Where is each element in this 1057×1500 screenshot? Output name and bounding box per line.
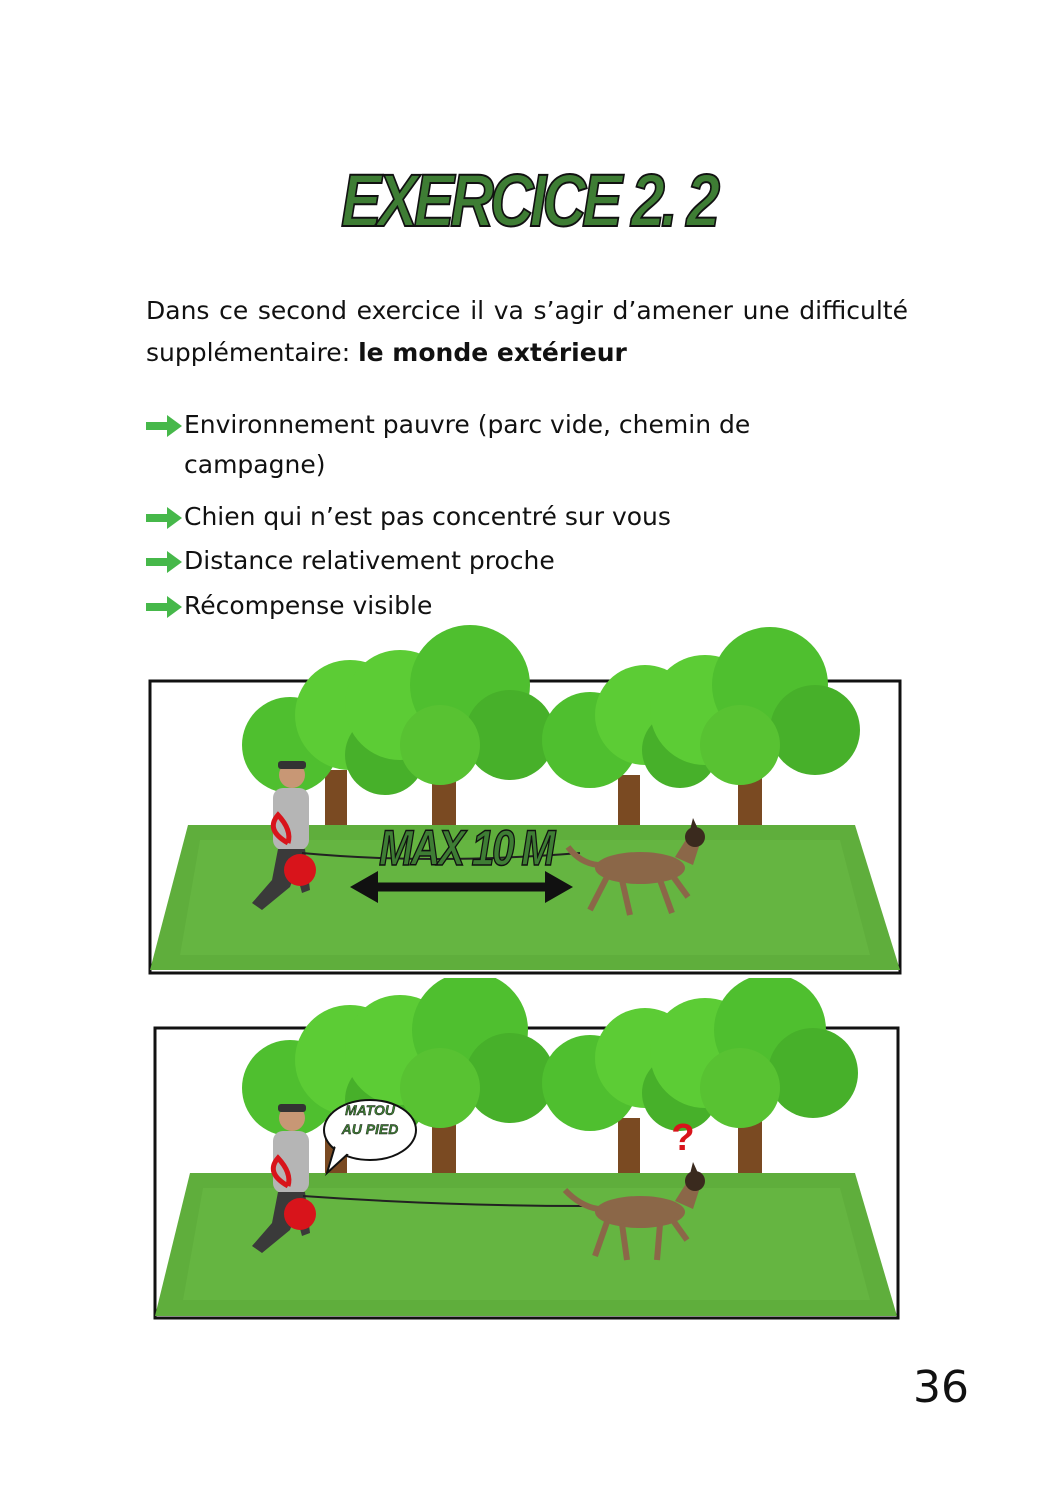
ball-toy-icon xyxy=(284,854,316,886)
bullet-text: Environnement pauvre (parc vide, chemin de campagne) xyxy=(184,410,751,479)
green-arrow-icon xyxy=(146,551,182,573)
ball-toy-icon xyxy=(284,1198,316,1230)
intro-paragraph xyxy=(146,290,908,374)
scene-recall-illustration xyxy=(145,978,920,1328)
bullet-text: Récompense visible xyxy=(184,591,433,620)
intro-bold: le monde extérieur xyxy=(358,338,627,367)
speech-line-1: MATOU xyxy=(344,1102,396,1118)
green-arrow-icon xyxy=(146,415,182,437)
speech-line-2: AU PIED xyxy=(341,1121,399,1137)
scene-distance-illustration xyxy=(140,625,920,990)
question-mark-icon: ? xyxy=(671,1117,695,1159)
green-arrow-icon xyxy=(146,596,182,618)
intro-text: Dans ce second exercice il va s’agir d’amener une difficulté supplémentaire: xyxy=(146,296,908,367)
page-title: EXERCICE 2. 2 xyxy=(341,159,716,242)
bullet-text: Chien qui n’est pas concentré sur vous xyxy=(184,502,671,531)
page-number: 36 xyxy=(913,1362,969,1413)
distance-label: MAX 10 M xyxy=(379,820,553,876)
bullet-text: Distance relativement proche xyxy=(184,546,555,575)
green-arrow-icon xyxy=(146,507,182,529)
